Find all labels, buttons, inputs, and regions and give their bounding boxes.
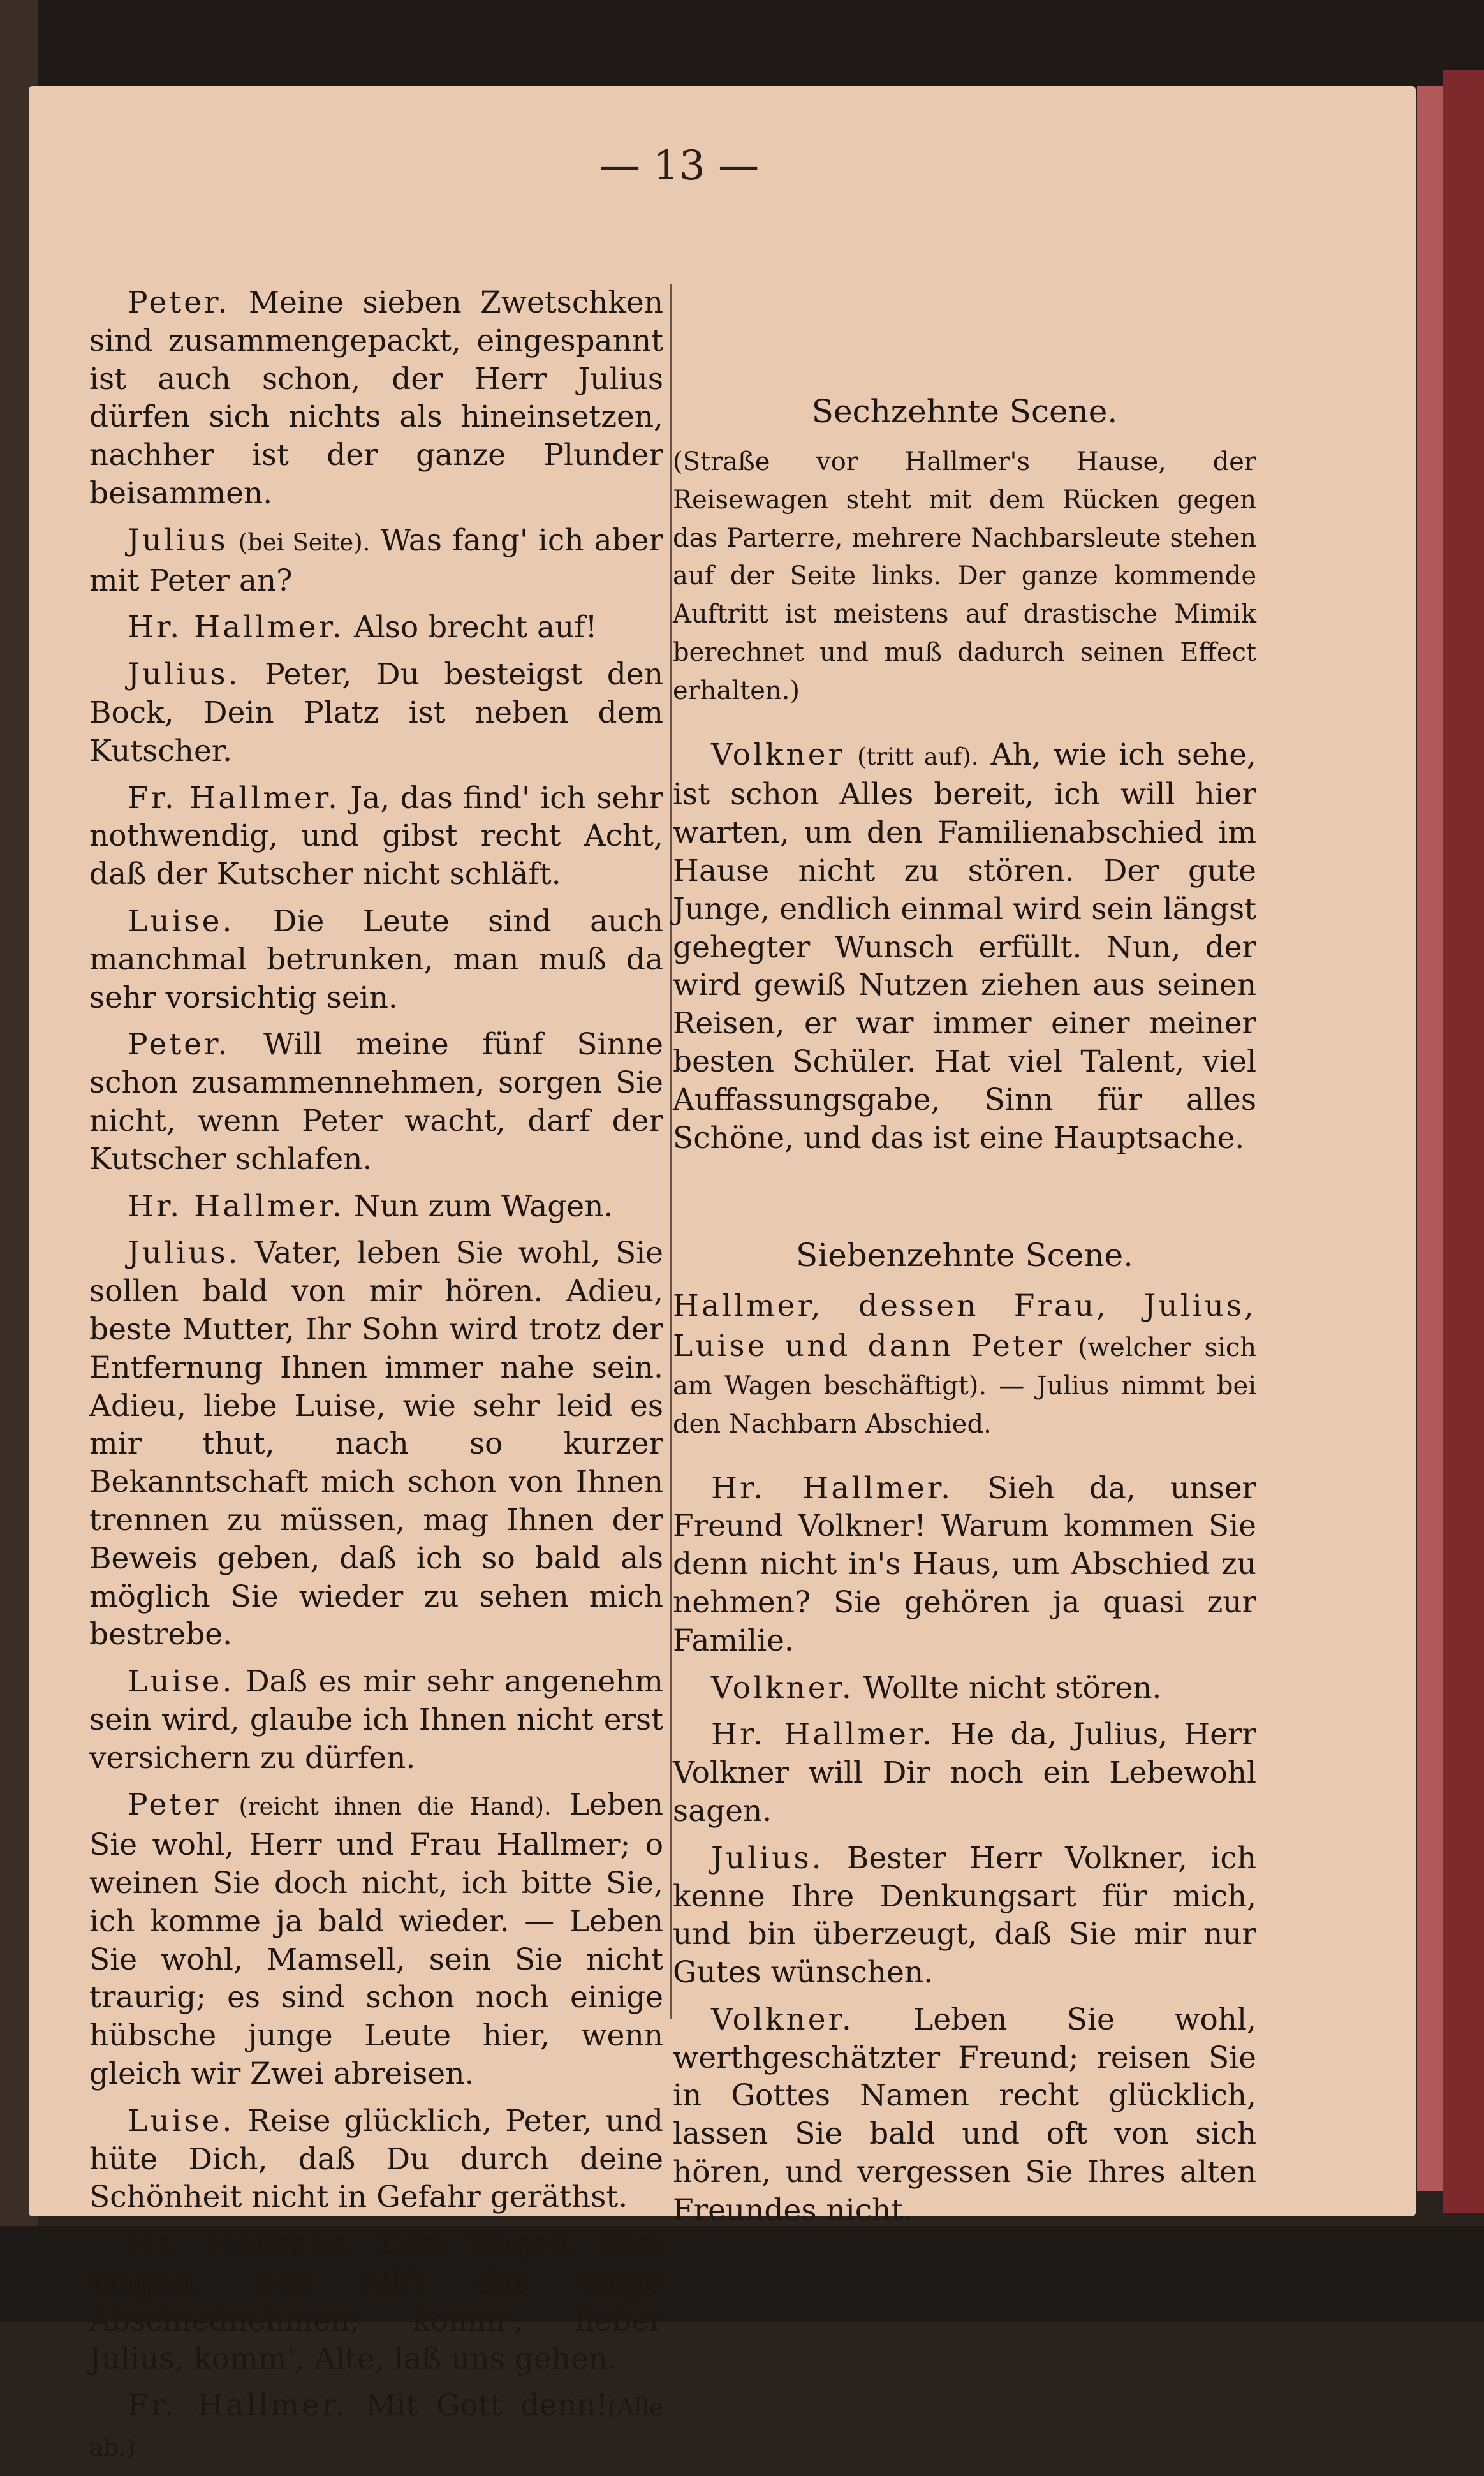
speech-text: Leben Sie wohl, Herr und Frau Hallmer; o weinen Sie doch nicht, ich bitte Sie, ich komme ja bald wieder. — Leben Sie wohl, Mamsell, sein Sie nicht traurig; es sind schon noch einige hübsche junge Leute hier, wenn gleich wir Zwei abreisen. [89,1787,663,2092]
speech [673,1470,1256,1660]
speaker: Julius. [128,657,240,693]
speech [673,1669,1256,1707]
speech [89,2225,663,2378]
stage-direction: (Straße vor Hallmer's Hause, der Reisewagen steht mit dem Rücken gegen das Parterre, mehrere Nachbarsleute stehen auf der Seite links. Der ganze kommende Auftritt ist meistens auf drastische Mimik berechnet und muß dadurch seinen Effect erhalten.) [673,447,1256,705]
speech-text: Sieh da, unser Freund Volkner! Warum kommen Sie denn nicht in's Haus, um Abschied zu nehmen? Sie gehören ja quasi zur Familie. [673,1470,1256,1658]
right-column [673,392,1256,2239]
speaker: Luise. [128,903,235,939]
speaker: Peter. [128,285,230,320]
background-top [0,0,1484,96]
speech-text: Wollte nicht stören. [863,1670,1162,1706]
speech [89,656,663,770]
speaker: Volkner [711,737,845,772]
speaker: Peter. [128,1027,230,1063]
speech [673,1716,1256,1830]
speech-text: Zum Wagen, zum Wagen, was hilft das lange Abschiednehmen; komm', lieber Julius, komm', Alte, laß uns gehen. [89,2227,663,2377]
speech-text: Daß es mir sehr angenehm sein wird, glaube ich Ihnen nicht erst versichern zu dürfen. [89,1664,663,1776]
speech-text: Peter, Du besteigst den Bock, Dein Platz ist neben dem Kutscher. [89,657,663,769]
speech-text: Leben Sie wohl, werthgeschätzter Freund; reisen Sie in Gottes Namen recht glücklich, lassen Sie bald und oft von sich hören, und vergessen Sie Ihres alten Freundes nicht. [673,2001,1256,2228]
speech-text: Reise glücklich, Peter, und hüte Dich, daß Du durch deine Schönheit nicht in Gefahr geräthst. [89,2103,663,2215]
speech [89,1026,663,1178]
speech-text: Was fang' ich aber mit Peter an? [89,522,663,598]
speaker: Hr. Hallmer. [128,1188,344,1224]
scene-heading: Sechzehnte Scene. [811,393,1118,430]
speech-note: (Alle ab.) [89,2394,663,2462]
speech-text: Ah, wie ich sehe, ist schon Alles bereit, ich will hier warten, um den Familienabschied im Hause nicht zu stören. Der gute Junge, endlich einmal wird sein längst gehegter Wunsch erfüllt. Nun, der wird gewiß Nutzen ziehen aus seinen Reisen, er war immer einer meiner besten Schüler. Hat viel Talent, viel Auffassungsgabe, Sinn für alles Schöne, und das ist eine Hauptsache. [673,737,1256,1156]
speech-text: Also brecht auf! [353,610,598,645]
speech [89,1663,663,1777]
speaker: Hr. Hallmer. [128,2227,356,2262]
speech [673,2001,1256,2230]
speaker: Fr. Hallmer. [128,2388,348,2424]
speech [89,1786,663,2093]
speech-text: He da, Julius, Herr Volkner will Dir noch ein Lebewohl sagen. [673,1717,1256,1829]
column-divider [670,284,672,2019]
speaker: Julius. [711,1840,824,1876]
speech [89,1188,663,1226]
speaker: Julius [128,522,228,558]
left-column [89,284,663,2476]
book-edge-right [1443,70,1484,2213]
speaker: Volkner. [711,1670,854,1706]
speaker: Hr. Hallmer. [711,1717,935,1753]
speech-note: (reicht ihnen die Hand). [239,1793,552,1821]
speech [673,736,1256,1158]
speech [89,2102,663,2216]
speech [673,1839,1256,1992]
speech-text: Will meine fünf Sinne schon zusammennehmen, sorgen Sie nicht, wenn Peter wacht, darf der Kutscher schlafen. [89,1027,663,1177]
speaker: Hr. Hallmer. [128,610,344,645]
speech-text: Ja, das find' ich sehr nothwendig, und gibst recht Acht, daß der Kutscher nicht schläft. [89,780,663,892]
speaker: Fr. Hallmer. [128,780,340,816]
speech [89,779,663,894]
speech-text: Meine sieben Zwetschken sind zusammengepackt, eingespannt ist auch schon, der Herr Julius dürfen sich nichts als hineinsetzen, nachher ist der ganze Plunder beisammen. [89,285,663,511]
page-number: — 13 — [599,142,760,189]
speaker: Peter [128,1787,221,1823]
speaker: Volkner. [711,2001,854,2037]
cast-note: (welcher sich am Wagen beschäftigt). — Julius nimmt bei den Nachbarn Abschied. [673,1333,1257,1439]
speech [89,903,663,1017]
book-edge-right-inner [1417,86,1443,2191]
cast-line: Hallmer, dessen Frau, Julius, Luise und dann Peter [673,1288,1256,1364]
speaker: Julius. [128,1235,240,1271]
speech-text: Nun zum Wagen. [353,1188,613,1224]
speech [89,522,663,600]
speech [89,608,663,647]
speech-text: Bester Herr Volkner, ich kenne Ihre Denkungsart für mich, und bin überzeugt, daß Sie mir nur Gutes wünschen. [673,1840,1256,1991]
speech-text: Die Leute sind auch manchmal betrunken, man muß da sehr vorsichtig sein. [89,903,663,1015]
speech-text: Mit Gott denn! [365,2388,608,2424]
speech-text: Vater, leben Sie wohl, Sie sollen bald von mir hören. Adieu, beste Mutter, Ihr Sohn wird trotz der Entfernung Ihnen immer nahe sein. Adieu, liebe Luise, wie sehr leid es mir thut, nach so kurzer Bekanntschaft mich schon von Ihnen trennen zu müssen, mag Ihnen der Beweis geben, daß ich so bald als möglich Sie wieder zu sehen mich bestrebe. [89,1235,663,1653]
scene-heading: Siebenzehnte Scene. [795,1237,1134,1274]
speaker: Hr. Hallmer. [711,1470,953,1506]
speech [89,1234,663,1654]
speech [89,2387,663,2467]
speaker: Luise. [128,1664,235,1700]
speech [89,284,663,513]
speech-note: (tritt auf). [857,742,979,770]
cast-list [673,1287,1256,1443]
speech-note: (bei Seite). [238,528,371,556]
speaker: Luise. [128,2103,235,2139]
scene-spacer [673,1166,1256,1236]
